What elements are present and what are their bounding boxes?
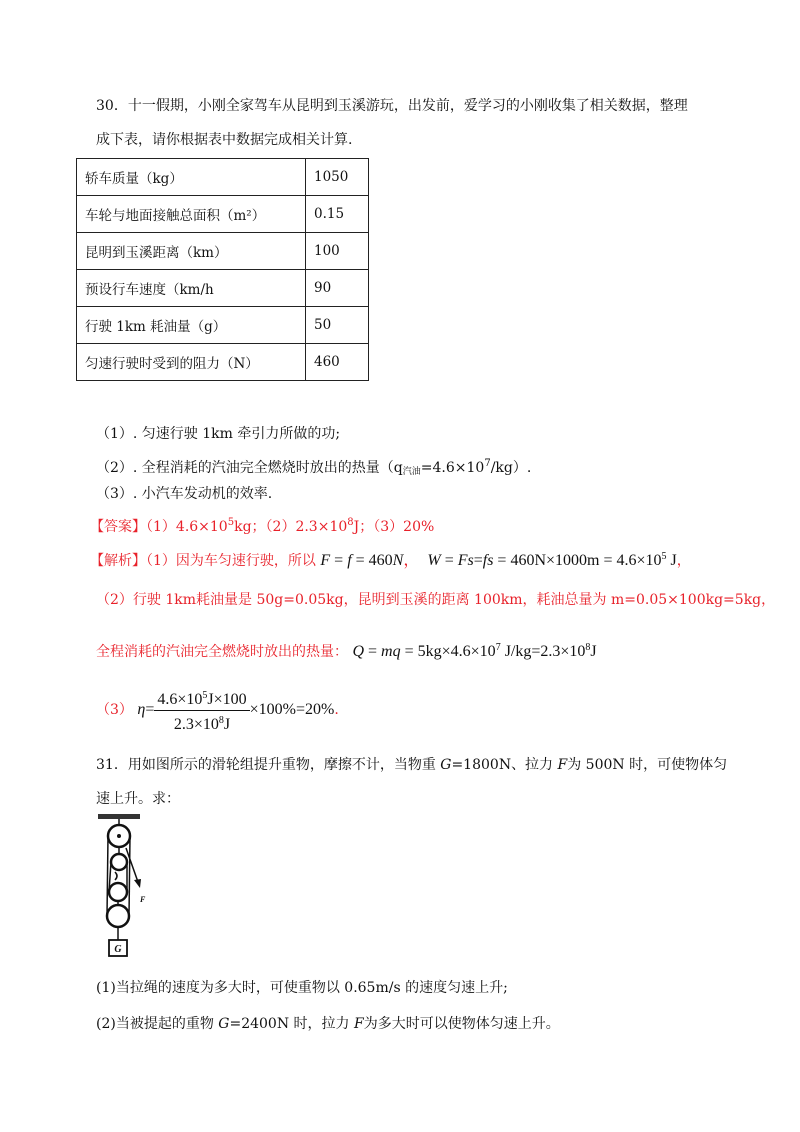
force-arrow — [134, 879, 141, 888]
figure-label-g: G — [114, 944, 122, 955]
q31-intro-line1: 31．用如图所示的滑轮组提升重物，摩擦不计，当物重 G=1800N、拉力 F为 500N 时，可使物体匀 — [96, 757, 728, 773]
q30-data-table — [76, 158, 369, 381]
table-cell-value: 1050 — [306, 159, 369, 196]
q30-sub3: （3）. 小汽车发动机的效率. — [96, 486, 273, 502]
efficiency-fraction: $\frac{4.6\times 10^5J\times 100}{2.3\times 10^8J}$ — [154, 686, 249, 735]
table-cell-label: 车轮与地面接触总面积（m²） — [77, 196, 306, 233]
table-cell-value: 100 — [306, 233, 369, 270]
q30-intro-line1: 30．十一假期，小刚全家驾车从昆明到玉溪游玩，出发前，爱学习的小刚收集了相关数据，整理 — [96, 98, 688, 114]
q30-sub1: （1）. 匀速行驶 1km 牵引力所做的功; — [96, 426, 341, 442]
table-cell-label: 匀速行驶时受到的阻力（N） — [77, 344, 306, 381]
pull-rope — [126, 848, 138, 882]
ceiling-beam — [98, 814, 140, 819]
fixed-pulley-lower — [111, 854, 127, 870]
q30-analysis1-equation: F = f = 460N， $W = Fs=fs = 460N\times 1000m = 4.6\times 10^5$ J — [320, 551, 677, 569]
q30-analysis3: 全程消耗的汽油完全燃烧时放出的热量： Q = mq = $5kg\times 4.6\times 10^7$ $J/kg=2.3\times 10^8J$ — [96, 642, 597, 660]
q31-sub1: (1)当拉绳的速度为多大时，可使重物以 0.65m/s 的速度匀速上升; — [96, 980, 508, 996]
table-cell-value: 90 — [306, 270, 369, 307]
table-cell-label: 轿车质量（kg） — [77, 159, 306, 196]
table-cell-label: 预设行车速度（km/h — [77, 270, 306, 307]
movable-pulley-lower — [107, 905, 129, 927]
q30-analysis3-equation: Q = mq = $5kg\times 4.6\times 10^7$ $J/kg=2.3\times 10^8J$ — [352, 642, 597, 660]
q30-analysis2: （2）行驶 1km耗油量是 50g=0.05kg，昆明到玉溪的距离 100km，耗油总量为 m=0.05×100kg=5kg， — [96, 592, 776, 608]
table-cell-value: 460 — [306, 344, 369, 381]
table-row — [77, 196, 369, 233]
q30-analysis1: 【解析】（1）因为车匀速行驶，所以 F = f = 460N， $W = Fs=fs = 460N\times 1000m = 4.6\times 10^5$ J， — [90, 551, 691, 569]
pulley-system-figure — [96, 812, 166, 960]
q30-analysis4: （3） η= $\frac{4.6\times 10^5J\times 100}{2.3\times 10^8J}$ ×100%=20%. — [96, 686, 339, 730]
q30-intro-line2: 成下表，请你根据表中数据完成相关计算. — [96, 132, 353, 148]
table-cell-label: 行驶 1km 耗油量（g） — [77, 307, 306, 344]
q31-intro-line2: 速上升。求： — [96, 791, 180, 807]
q30-analysis4-equation: η= $\frac{4.6\times 10^5J\times 100}{2.3\times 10^8J}$ ×100%=20% — [137, 701, 334, 718]
table-row — [77, 344, 369, 381]
table-row — [77, 307, 369, 344]
table-row — [77, 270, 369, 307]
movable-pulley-upper — [109, 883, 127, 901]
q30-answer: 【答案】$(1)4.6\times 10^5kg$；$(2)2.3\times 10^8J$；（3）20% — [90, 517, 435, 535]
table-row — [77, 233, 369, 270]
table-cell-value: 0.15 — [306, 196, 369, 233]
table-cell-label: 昆明到玉溪距离（km） — [77, 233, 306, 270]
table-row — [77, 159, 369, 196]
figure-label-f: F — [140, 895, 146, 904]
q31-sub2: (2)当被提起的重物 G=2400N 时，拉力 F为多大时可以使物体匀速上升。 — [96, 1016, 560, 1032]
q30-sub2: （2）. 全程消耗的汽油完全燃烧时放出的热量$(q_{汽油}=4.6\times 10^7/kg)$. — [96, 458, 532, 477]
table-cell-value: 50 — [306, 307, 369, 344]
